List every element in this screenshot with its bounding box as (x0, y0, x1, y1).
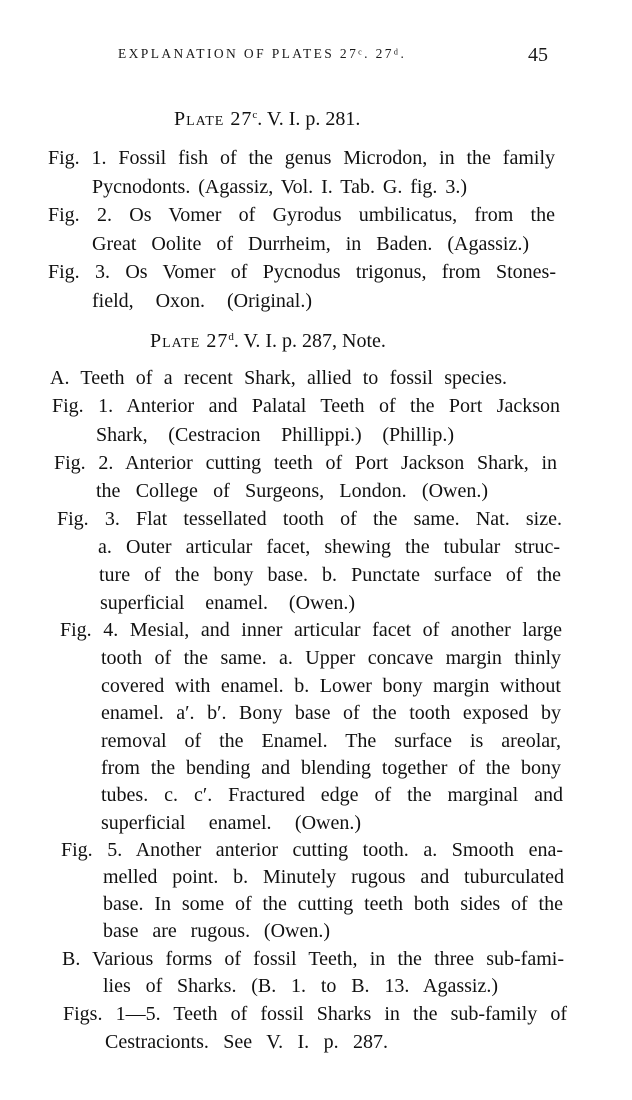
text-line: base are rugous. (Owen.) (103, 920, 330, 942)
text-line: B. Various forms of fossil Teeth, in the three sub-fami- (62, 948, 564, 970)
text-line: Fig. 3. Flat tessellated tooth of the same. Nat. size. (57, 508, 562, 530)
text-line: Fig. 1. Anterior and Palatal Teeth of the Port Jackson (52, 395, 560, 417)
text-line: Cestracionts. See V. I. p. 287. (105, 1031, 388, 1053)
text-line: base. In some of the cutting teeth both sides of the (103, 893, 563, 915)
text-line: Fig. 2. Os Vomer of Gyrodus umbilicatus, from the (48, 204, 555, 226)
plate-heading (174, 108, 360, 131)
text-line: a. Outer articular facet, shewing the tubular struc- (98, 536, 560, 558)
text-line: ture of the bony base. b. Punctate surface of the (99, 564, 561, 586)
plate-reference: . V. I. p. 281. (257, 108, 361, 130)
text-line: from the bending and blending together of the bony (101, 757, 561, 779)
text-line: Great Oolite of Durrheim, in Baden. (Agassiz.) (92, 233, 529, 255)
plate-superscript: d (228, 331, 234, 343)
plate-label: Plate 27 (150, 330, 229, 352)
text-line: superficial enamel. (Owen.) (100, 592, 355, 614)
plate-superscript: c (252, 109, 258, 121)
text-line: Pycnodonts. (Agassiz, Vol. I. Tab. G. fig. 3.) (92, 176, 467, 198)
plate-reference: . V. I. p. 287, Note. (233, 330, 386, 352)
text-line: enamel. a′. b′. Bony base of the tooth exposed by (101, 702, 561, 724)
text-line: covered with enamel. b. Lower bony margin without (101, 675, 561, 697)
plate-label: Plate 27 (174, 108, 253, 130)
text-line: field, Oxon. (Original.) (92, 290, 312, 312)
text-line: melled point. b. Minutely rugous and tuburculated (103, 866, 564, 888)
plate-heading (150, 330, 386, 353)
page-number: 45 (528, 44, 548, 66)
text-line: A. Teeth of a recent Shark, allied to fossil species. (50, 367, 507, 389)
text-line: Fig. 5. Another anterior cutting tooth. a. Smooth ena- (61, 839, 563, 861)
text-line: superficial enamel. (Owen.) (101, 812, 361, 834)
text-line: the College of Surgeons, London. (Owen.) (96, 480, 488, 502)
text-line: removal of the Enamel. The surface is areolar, (101, 730, 561, 752)
text-line: Fig. 4. Mesial, and inner articular facet of another large (60, 619, 562, 641)
text-line: Fig. 2. Anterior cutting teeth of Port Jackson Shark, in (54, 452, 557, 474)
text-line: lies of Sharks. (B. 1. to B. 13. Agassiz.) (103, 975, 498, 997)
text-line: Fig. 3. Os Vomer of Pycnodus trigonus, from Stones- (48, 261, 556, 283)
text-line: Shark, (Cestracion Phillippi.) (Phillip.) (96, 424, 454, 446)
text-line: Figs. 1—5. Teeth of fossil Sharks in the sub-family of (63, 1003, 567, 1025)
text-line: tubes. c. c′. Fractured edge of the marginal and (101, 784, 563, 806)
text-line: Fig. 1. Fossil fish of the genus Microdon, in the family (48, 147, 555, 169)
text-line: tooth of the same. a. Upper concave margin thinly (101, 647, 561, 669)
running-head: EXPLANATION OF PLATES 27ᶜ. 27ᵈ. (118, 46, 407, 61)
